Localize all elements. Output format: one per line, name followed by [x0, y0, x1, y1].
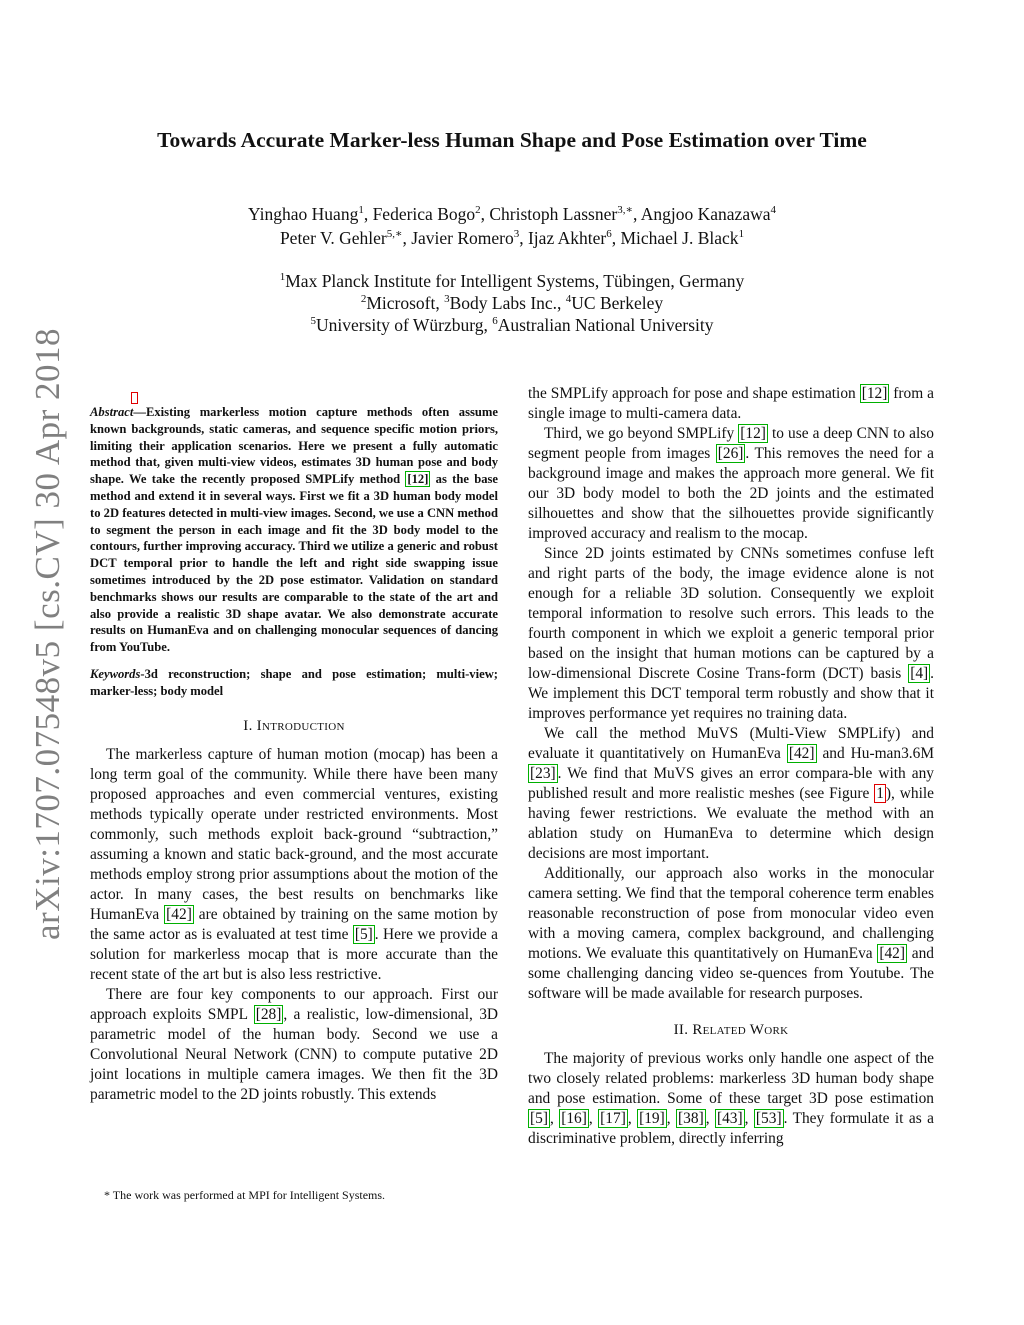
author-sup: 1 — [738, 228, 745, 241]
paragraph-text: to use a deep CNN to also segment people from images — [528, 425, 934, 462]
author-name: Michael J. Black — [620, 228, 739, 248]
author-name: Javier Romero — [411, 228, 514, 248]
affiliation-sup: 6 — [492, 315, 498, 328]
intro-paragraph — [528, 544, 934, 724]
citation-link[interactable]: [16] — [561, 1110, 587, 1127]
author-line-2: Peter V. Gehler$^{5,∗}$, Javier Romero$^3$, Ijaz Akhter$^6$, Michael J. Black$^1$ — [279, 228, 745, 248]
footnote: * The work was performed at MPI for Intelligent Systems. — [104, 1188, 386, 1202]
paragraph-text: The markerless capture of human motion (mocap) has been a long term goal of the community. While there have been many proposed approaches and even commercial ventures, existing methods typically operate under restricted environments. Most commonly, such methods exploit back-ground “subtraction,” assuming a known and static back-ground, and the most accurate methods employ strong prior assumptions about the motion of the actor. In many cases, the best results on benchmarks like HumanEva — [90, 745, 498, 923]
paragraph-text: Third, we go beyond SMPLify — [544, 425, 739, 442]
affiliation-text: Microsoft, — [366, 293, 445, 313]
citation-link[interactable]: [23] — [530, 765, 556, 782]
author-list — [60, 202, 964, 250]
citation-link[interactable]: [53] — [755, 1110, 782, 1127]
section-heading-related-work: II. Related Work — [673, 1022, 789, 1038]
intro-paragraph — [90, 745, 498, 985]
paragraph-text: . We find that MuVS gives an error compara-ble with any published result and more realistic meshes (see Figure — [528, 765, 934, 802]
citation-link[interactable]: [12] — [861, 385, 888, 402]
paragraph-text: , — [705, 1110, 715, 1127]
affiliation-line-1 — [60, 270, 964, 292]
paragraph-text: and Hu-man3.6M — [816, 745, 935, 762]
author-sup: 4 — [770, 204, 776, 217]
paragraph-text: . This removes the need for a background image and makes the approach more general. We fit our 3D body model to both the 2D joints and the estimated silhouettes and show that the silhouettes provide significantly improved accuracy and realism to the mocap. — [528, 445, 934, 542]
affiliation-sup: 4 — [565, 293, 572, 306]
citation-link[interactable]: [12] — [407, 472, 429, 487]
affiliation-sup: 5 — [310, 315, 316, 328]
affiliation-text: Australian National University — [497, 315, 714, 335]
paper-title: Towards Accurate Marker-less Human Shape and Pose Estimation over Time — [157, 128, 867, 152]
intro-paragraph — [90, 985, 498, 1105]
citation-link[interactable]: [43] — [716, 1110, 743, 1127]
author-sup: 1 — [358, 204, 364, 217]
author-name: Yinghao Huang — [247, 204, 359, 224]
paragraph-text: from a single image to multi-camera data. — [528, 385, 934, 422]
author-line-1: Yinghao Huang$^1$, Federica Bogo$^2$, Christoph Lassner$^{3,∗}$, Angjoo Kanazawa$^4$ — [247, 204, 776, 224]
paragraph-text: Since 2D joints estimated by CNNs sometimes confuse left and right parts of the body, the image evidence alone is not enough for a reliable 3D solution. Consequently we exploit temporal information to resolve such errors. This leads to the fourth component in which we exploit a generic temporal prior based on the insight that human motions can be captured by a low-dimensional Discrete Cosine Trans-form (DCT) basis — [528, 545, 934, 682]
affiliation-text: Body Labs Inc., — [449, 293, 566, 313]
citation-link[interactable]: [42] — [879, 945, 906, 962]
affiliation-text: UC Berkeley — [571, 293, 664, 313]
intro-paragraph — [528, 864, 934, 1004]
paragraph-text: The majority of previous works only handle one aspect of the two closely related problems: markerless 3D human body shape and pose estimation. Some of these target 3D pose estimation — [528, 1050, 934, 1107]
paragraph-text: , — [588, 1110, 599, 1127]
affiliation-text: University of Würzburg, — [315, 315, 493, 335]
paragraph-text: , — [549, 1110, 560, 1127]
affiliation-line-3 — [60, 314, 964, 336]
abstract-text: —Existing markerless motion capture methods often assume known backgrounds, static cameras, and sequence specific motion priors, limiting their application scenarios. Here we present a fully automatic method that, given multi-view videos, estimates 3D human pose and body shape. We take the recently proposed SMPLify method — [90, 405, 498, 487]
author-name: Angjoo Kanazawa — [640, 204, 771, 224]
intro-paragraph — [528, 384, 934, 424]
affiliation-line-2 — [60, 292, 964, 314]
author-name: Ijaz Akhter — [527, 228, 607, 248]
abstract-lead: Abstract — [90, 405, 134, 419]
citation-link[interactable]: [38] — [678, 1110, 704, 1127]
paragraph-text: are obtained by training on the same motion by the same actor as is evaluated at test time — [90, 905, 498, 943]
citation-link[interactable]: [4] — [910, 665, 929, 682]
figure-link[interactable]: 1 — [876, 785, 884, 802]
paragraph-text: and some challenging dancing video se-quences from Youtube. The software will be made available for research purposes. — [528, 945, 934, 1002]
paragraph-text: Additionally, our approach also works in the monocular camera setting. We find that the temporal coherence term enables reasonable reconstruction of pose from monocular video even with a moving camera, complex background, and challenging motions. We evaluate this quantitatively on HumanEva — [528, 865, 934, 962]
paragraph-text: the SMPLify approach for pose and shape estimation — [528, 385, 860, 402]
affiliation-sup: 1 — [279, 271, 286, 284]
related-paragraph — [528, 1049, 934, 1149]
paragraph-text: . Here we provide a solution for markerless mocap that is more accurate than the recent state of the art but is also less restrictive. — [90, 925, 498, 983]
affiliation-list — [60, 270, 964, 336]
footnote-anchor-box[interactable] — [131, 392, 138, 404]
citation-link[interactable]: [26] — [717, 445, 744, 462]
citation-link[interactable]: [12] — [740, 425, 766, 442]
affiliation-sup: 3 — [444, 293, 450, 306]
keywords — [90, 666, 498, 700]
section-heading-introduction: I. Introduction — [243, 717, 345, 734]
paragraph-text: We call the method MuVS (Multi-View SMPLify) and evaluate it quantitatively on HumanEva — [528, 725, 934, 762]
author-sup: 2 — [475, 204, 481, 217]
paragraph-text: , — [627, 1110, 638, 1127]
author-name: Federica Bogo — [372, 204, 476, 224]
intro-paragraph — [528, 724, 934, 864]
paragraph-text: , — [744, 1110, 754, 1127]
author-sup: 3 — [513, 228, 520, 241]
abstract — [90, 404, 498, 656]
paragraph-text: . They formulate it as a discriminative problem, directly inferring — [528, 1110, 934, 1147]
author-sup: 3,∗ — [617, 204, 633, 217]
paragraph-text: , — [666, 1110, 677, 1127]
citation-link[interactable]: [5] — [530, 1110, 548, 1127]
arxiv-sidebar-stamp: arXiv:1707.07548v5 [cs.CV] 30 Apr 2018 — [28, 327, 67, 940]
keywords-text: -3d reconstruction; shape and pose estimation; multi-view; marker-less; body model — [90, 666, 498, 698]
affiliation-text: Max Planck Institute for Intelligent Systems, Tübingen, Germany — [285, 271, 745, 291]
citation-link[interactable]: [42] — [166, 905, 192, 923]
citation-link[interactable]: [28] — [255, 1005, 282, 1023]
author-sup: 6 — [606, 228, 612, 241]
author-name: Christoph Lassner — [489, 204, 618, 224]
citation-link[interactable]: [19] — [639, 1110, 665, 1127]
affiliation-sup: 2 — [360, 293, 367, 306]
citation-link[interactable]: [42] — [788, 745, 815, 762]
citation-link[interactable]: [5] — [354, 925, 373, 943]
abstract-text: as the base method and extend it in several ways. First we fit a 3D human body model to 2D features detected in multi-view images. Second, we use a CNN method to segment the person in each image and fit the 3D body model to the contours, further improving accuracy. Third we utilize a generic and robust DCT temporal prior to handle the left and right side swapping issue sometimes introduced by the 2D pose estimator. Validation on standard benchmarks shows our results are comparable to the state of the art and also provide a realistic 3D shape avatar. We also demonstrate accurate results on HumanEva and on challenging monocular sequences of dancing from YouTube. — [90, 472, 498, 655]
paragraph-text: . We implement this DCT temporal term robustly and show that it improves performance yet requires no training data. — [528, 665, 934, 722]
keywords-lead: Keywords — [90, 666, 141, 681]
intro-paragraph — [528, 424, 934, 544]
right-column — [528, 384, 934, 1149]
paragraph-text: There are four key components to our approach. First our approach exploits SMPL — [90, 985, 498, 1023]
paragraph-text: ), while having fewer restrictions. We evaluate the method with an ablation study on HumanEva to determine which design decisions are most important. — [528, 785, 934, 862]
author-sup: 5,∗ — [386, 228, 403, 241]
paragraph-text: , a realistic, low-dimensional, 3D parametric model of the human body. Second we use a Convolutional Neural Network (CNN) to compute putative 2D joint locations in multiple camera images. We then fit the 3D parametric model to the 2D joints robustly. This extends — [90, 1005, 499, 1103]
left-column — [90, 404, 498, 1105]
citation-link[interactable]: [17] — [600, 1110, 626, 1127]
author-name: Peter V. Gehler — [279, 228, 387, 248]
